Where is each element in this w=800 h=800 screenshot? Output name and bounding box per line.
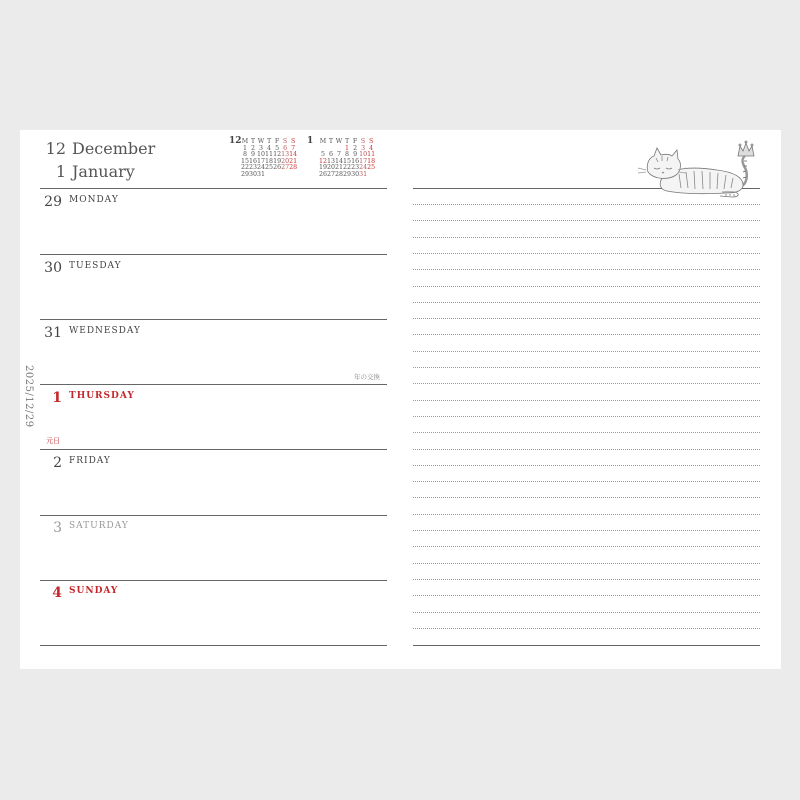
ruled-line	[413, 367, 760, 368]
day-number: 30	[44, 260, 62, 276]
notes-bottom-line	[413, 645, 760, 646]
calendar-day: 12	[273, 151, 282, 159]
calendar-day: 8	[345, 151, 350, 159]
divider	[40, 645, 387, 646]
ruled-line	[413, 334, 760, 335]
ruled-line	[413, 383, 760, 384]
calendar-day: 16	[351, 157, 360, 165]
ruled-line	[413, 351, 760, 352]
calendar-day	[281, 172, 289, 179]
calendar-day: 6	[329, 151, 334, 159]
ruled-line	[413, 400, 760, 401]
calendar-day: 8	[243, 151, 248, 159]
ruled-line	[413, 253, 760, 254]
ruled-line	[413, 530, 760, 531]
day-number: 31	[44, 325, 62, 341]
day-number: 4	[52, 585, 62, 601]
month-number: 1	[55, 162, 66, 181]
ruled-line	[413, 628, 760, 629]
ruled-line	[413, 481, 760, 482]
calendar-day: 28	[335, 170, 344, 178]
calendar-day: 14	[335, 157, 344, 165]
calendar-day: 26	[319, 170, 328, 178]
calendar-day: 20	[281, 157, 290, 165]
calendar-day: 24	[257, 164, 266, 172]
calendar-day: 31	[359, 170, 368, 178]
mini-calendar-grid	[241, 139, 297, 179]
month-heading-december	[44, 139, 155, 158]
calendar-day: 5	[275, 144, 280, 152]
calendar-day: 4	[267, 144, 272, 152]
calendar-day: 13	[327, 157, 336, 165]
ruled-line	[413, 497, 760, 498]
ruled-line	[413, 416, 760, 417]
ruled-line	[413, 449, 760, 450]
cat-illustration-icon	[634, 134, 766, 206]
calendar-day: 29	[241, 170, 250, 178]
side-date: 2025/12/29	[23, 365, 34, 428]
month-name: January	[72, 162, 135, 181]
calendar-day: 14	[289, 151, 298, 159]
divider	[40, 384, 387, 385]
weekday-header: M	[241, 138, 249, 145]
month-heading-january	[44, 162, 135, 181]
calendar-day: 27	[281, 164, 290, 172]
calendar-day: 18	[367, 157, 376, 165]
calendar-day: 10	[359, 151, 368, 159]
mini-calendar-month: 1	[307, 136, 314, 146]
month-number: 12	[45, 139, 66, 158]
calendar-day: 13	[281, 151, 290, 159]
weekday-header: S	[360, 138, 366, 145]
day-name: WEDNESDAY	[69, 326, 141, 336]
weekday-header: T	[250, 138, 256, 145]
day-name: SUNDAY	[69, 586, 119, 596]
weekday-header: M	[319, 138, 327, 145]
weekday-header: F	[274, 138, 280, 145]
weekday-header: T	[344, 138, 350, 145]
mini-calendar-grid	[319, 139, 375, 179]
calendar-day	[265, 172, 273, 179]
weekday-header: S	[290, 138, 296, 145]
ruled-line	[413, 237, 760, 238]
divider	[40, 188, 387, 189]
ruled-line	[413, 612, 760, 613]
ruled-line	[413, 318, 760, 319]
calendar-day: 5	[321, 151, 326, 159]
calendar-day: 7	[337, 151, 342, 159]
planner-page	[20, 130, 781, 669]
weekday-header: T	[328, 138, 334, 145]
calendar-day: 22	[343, 164, 352, 172]
weekday-header: S	[368, 138, 374, 145]
ruled-line	[413, 514, 760, 515]
calendar-day	[273, 172, 281, 179]
ruled-line	[413, 220, 760, 221]
event-note: 年の交換	[354, 373, 380, 381]
calendar-day: 11	[367, 151, 376, 159]
ruled-line	[413, 465, 760, 466]
calendar-day: 3	[361, 144, 366, 152]
calendar-day: 23	[351, 164, 360, 172]
calendar-day: 30	[351, 170, 360, 178]
weekday-header: W	[257, 138, 265, 145]
calendar-day: 19	[319, 164, 328, 172]
calendar-day: 3	[259, 144, 264, 152]
calendar-day: 12	[319, 157, 328, 165]
ruled-line	[413, 579, 760, 580]
calendar-day: 1	[243, 144, 248, 152]
calendar-day	[289, 172, 297, 179]
calendar-day: 15	[241, 157, 250, 165]
calendar-day: 15	[343, 157, 352, 165]
calendar-day: 23	[249, 164, 258, 172]
divider	[40, 254, 387, 255]
mini-calendar-month: 12	[229, 136, 242, 146]
calendar-day: 9	[251, 151, 256, 159]
calendar-day: 2	[353, 144, 358, 152]
calendar-day: 19	[273, 157, 282, 165]
day-name: FRIDAY	[69, 456, 111, 466]
calendar-day	[367, 172, 375, 179]
divider	[40, 319, 387, 320]
calendar-day: 10	[257, 151, 266, 159]
day-name: THURSDAY	[69, 391, 135, 401]
divider	[40, 449, 387, 450]
calendar-day: 6	[283, 144, 288, 152]
weekday-header: F	[352, 138, 358, 145]
calendar-day: 9	[353, 151, 358, 159]
calendar-day: 16	[249, 157, 258, 165]
calendar-day: 2	[251, 144, 256, 152]
weekday-header: T	[266, 138, 272, 145]
calendar-day: 25	[265, 164, 274, 172]
calendar-day: 21	[335, 164, 344, 172]
calendar-day: 21	[289, 157, 298, 165]
holiday-label: 元日	[46, 437, 60, 445]
ruled-line	[413, 286, 760, 287]
ruled-line	[413, 546, 760, 547]
month-name: December	[72, 139, 156, 158]
calendar-day: 27	[327, 170, 336, 178]
ruled-line	[413, 204, 760, 205]
calendar-day: 18	[265, 157, 274, 165]
day-name: SATURDAY	[69, 521, 129, 531]
calendar-day: 4	[369, 144, 374, 152]
calendar-day: 22	[241, 164, 250, 172]
calendar-day: 28	[289, 164, 298, 172]
day-number: 3	[53, 520, 62, 536]
weekday-header: W	[335, 138, 343, 145]
calendar-day: 30	[249, 170, 258, 178]
ruled-line	[413, 432, 760, 433]
day-number: 2	[53, 455, 62, 471]
calendar-day: 1	[345, 144, 350, 152]
calendar-day: 29	[343, 170, 352, 178]
ruled-line	[413, 302, 760, 303]
day-name: MONDAY	[69, 195, 119, 205]
calendar-day: 24	[359, 164, 368, 172]
calendar-day: 17	[359, 157, 368, 165]
day-number: 1	[52, 390, 62, 406]
calendar-day: 7	[291, 144, 296, 152]
divider	[40, 580, 387, 581]
ruled-line	[413, 595, 760, 596]
calendar-day: 31	[257, 170, 266, 178]
calendar-day: 20	[327, 164, 336, 172]
ruled-line	[413, 563, 760, 564]
calendar-day: 11	[265, 151, 274, 159]
weekday-header: S	[282, 138, 288, 145]
day-name: TUESDAY	[69, 261, 122, 271]
calendar-day: 25	[367, 164, 376, 172]
divider	[40, 515, 387, 516]
ruled-line	[413, 269, 760, 270]
calendar-day: 26	[273, 164, 282, 172]
calendar-day: 17	[257, 157, 266, 165]
day-number: 29	[44, 194, 62, 210]
